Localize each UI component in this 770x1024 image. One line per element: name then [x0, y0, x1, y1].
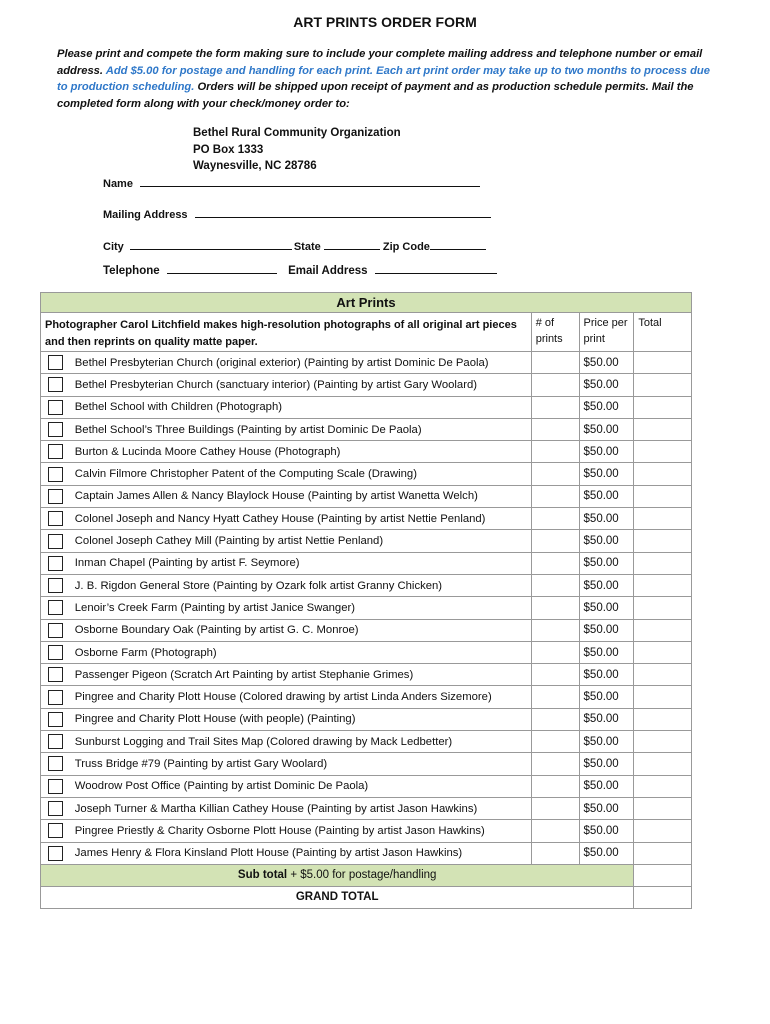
checkbox-cell — [41, 820, 71, 842]
item-name: Pingree Priestly & Charity Osborne Plott House (Painting by artist Jason Hawkins) — [71, 820, 531, 842]
item-price: $50.00 — [579, 463, 634, 485]
mailing-address-label: Mailing Address — [103, 209, 188, 221]
checkbox-cell — [41, 797, 71, 819]
checkbox-cell — [41, 842, 71, 864]
item-name: Bethel School with Children (Photograph) — [71, 396, 531, 418]
table-row — [41, 686, 692, 708]
item-quantity-cell[interactable] — [531, 374, 579, 396]
item-quantity-cell[interactable] — [531, 731, 579, 753]
item-quantity-cell[interactable] — [531, 574, 579, 596]
item-price: $50.00 — [579, 396, 634, 418]
item-checkbox[interactable] — [48, 400, 63, 415]
item-price: $50.00 — [579, 641, 634, 663]
checkbox-cell — [41, 708, 71, 730]
table-column-header-row — [41, 313, 692, 352]
item-total-cell[interactable] — [634, 619, 692, 641]
table-row — [41, 552, 692, 574]
item-name: Lenoir’s Creek Farm (Painting by artist Janice Swanger) — [71, 597, 531, 619]
item-name: Bethel Presbyterian Church (sanctuary interior) (Painting by artist Gary Woolard) — [71, 374, 531, 396]
item-checkbox[interactable] — [48, 377, 63, 392]
item-name: Calvin Filmore Christopher Patent of the Computing Scale (Drawing) — [71, 463, 531, 485]
item-checkbox[interactable] — [48, 846, 63, 861]
table-row — [41, 374, 692, 396]
subtotal-label — [41, 864, 634, 886]
item-checkbox[interactable] — [48, 467, 63, 482]
state-field[interactable] — [324, 239, 380, 250]
item-total-cell[interactable] — [634, 797, 692, 819]
table-row — [41, 708, 692, 730]
mailing-address-field[interactable] — [195, 207, 491, 218]
checkbox-cell — [41, 597, 71, 619]
address-line-2: PO Box 1333 — [193, 143, 264, 156]
item-total-cell[interactable] — [634, 820, 692, 842]
item-total-cell[interactable] — [634, 508, 692, 530]
item-name: James Henry & Flora Kinsland Plott House (Painting by artist Jason Hawkins) — [71, 842, 531, 864]
item-price: $50.00 — [579, 552, 634, 574]
item-total-cell[interactable] — [634, 641, 692, 663]
item-name: J. B. Rigdon General Store (Painting by Ozark folk artist Granny Chicken) — [71, 574, 531, 596]
item-price: $50.00 — [579, 619, 634, 641]
item-total-cell[interactable] — [634, 552, 692, 574]
table-row — [41, 619, 692, 641]
item-name: Truss Bridge #79 (Painting by artist Gary Woolard) — [71, 753, 531, 775]
checkbox-cell — [41, 574, 71, 596]
col-price-per-print: Price per print — [579, 313, 634, 352]
checkbox-cell — [41, 641, 71, 663]
subtotal-postage: + $5.00 for postage/handling — [290, 869, 437, 882]
checkbox-cell — [41, 664, 71, 686]
item-total-cell[interactable] — [634, 530, 692, 552]
item-name: Colonel Joseph and Nancy Hyatt Cathey House (Painting by artist Nettie Penland) — [71, 508, 531, 530]
item-price: $50.00 — [579, 731, 634, 753]
item-total-cell[interactable] — [634, 352, 692, 374]
item-checkbox[interactable] — [48, 623, 63, 638]
phone-email-row — [103, 263, 497, 277]
item-quantity-cell[interactable] — [531, 686, 579, 708]
item-checkbox[interactable] — [48, 667, 63, 682]
item-name: Burton & Lucinda Moore Cathey House (Photograph) — [71, 441, 531, 463]
item-price: $50.00 — [579, 842, 634, 864]
checkbox-cell — [41, 463, 71, 485]
item-price: $50.00 — [579, 530, 634, 552]
address-line-1: Bethel Rural Community Organization — [193, 127, 401, 139]
item-total-cell[interactable] — [634, 842, 692, 864]
item-name: Pingree and Charity Plott House (with people) (Painting) — [71, 708, 531, 730]
mailing-address-block — [193, 125, 401, 175]
item-total-cell[interactable] — [634, 418, 692, 440]
table-row — [41, 842, 692, 864]
item-total-cell[interactable] — [634, 441, 692, 463]
item-quantity-cell[interactable] — [531, 641, 579, 663]
checkbox-cell — [41, 396, 71, 418]
table-row — [41, 641, 692, 663]
checkbox-cell — [41, 619, 71, 641]
item-price: $50.00 — [579, 574, 634, 596]
item-checkbox[interactable] — [48, 534, 63, 549]
item-checkbox[interactable] — [48, 444, 63, 459]
item-total-cell[interactable] — [634, 753, 692, 775]
zip-field[interactable] — [430, 239, 486, 250]
item-name: Pingree and Charity Plott House (Colored drawing by artist Linda Anders Sizemore) — [71, 686, 531, 708]
item-total-cell[interactable] — [634, 374, 692, 396]
checkbox-cell — [41, 418, 71, 440]
subtotal-value-cell[interactable] — [634, 864, 692, 886]
item-total-cell[interactable] — [634, 597, 692, 619]
subtotal-bold: Sub total — [237, 869, 288, 882]
checkbox-cell — [41, 775, 71, 797]
table-row — [41, 530, 692, 552]
item-name: Woodrow Post Office (Painting by artist Dominic De Paola) — [71, 775, 531, 797]
form-title: ART PRINTS ORDER FORM — [293, 14, 477, 30]
table-row — [41, 820, 692, 842]
item-price: $50.00 — [579, 686, 634, 708]
item-price: $50.00 — [579, 664, 634, 686]
item-checkbox[interactable] — [48, 489, 63, 504]
item-name: Bethel School’s Three Buildings (Painting by artist Dominic De Paola) — [71, 418, 531, 440]
art-prints-table — [40, 292, 692, 909]
city-state-zip-row — [103, 239, 486, 253]
item-checkbox[interactable] — [48, 823, 63, 838]
item-checkbox[interactable] — [48, 422, 63, 437]
grand-total-row — [41, 886, 692, 908]
table-row — [41, 775, 692, 797]
item-price: $50.00 — [579, 797, 634, 819]
item-price: $50.00 — [579, 708, 634, 730]
name-field-row — [103, 176, 480, 190]
name-label: Name — [103, 178, 133, 190]
zip-label: Zip Code — [382, 241, 430, 253]
item-quantity-cell[interactable] — [531, 664, 579, 686]
grand-total-value-cell[interactable] — [634, 886, 692, 908]
item-name: Inman Chapel (Painting by artist F. Seymore) — [71, 552, 531, 574]
telephone-field[interactable] — [167, 263, 277, 274]
checkbox-cell — [41, 753, 71, 775]
instructions-postage: Add $5.00 for postage and handling for each print. — [105, 64, 374, 77]
item-checkbox[interactable] — [48, 756, 63, 771]
item-price: $50.00 — [579, 374, 634, 396]
item-quantity-cell[interactable] — [531, 463, 579, 485]
table-description: Photographer Carol Litchfield makes high-resolution photographs of all original art pieces and then reprints on quality matte paper. — [41, 313, 532, 352]
checkbox-cell — [41, 508, 71, 530]
item-quantity-cell[interactable] — [531, 508, 579, 530]
item-name: Joseph Turner & Martha Killian Cathey House (Painting by artist Jason Hawkins) — [71, 797, 531, 819]
email-label: Email Address — [288, 265, 368, 277]
item-quantity-cell[interactable] — [531, 753, 579, 775]
table-row — [41, 418, 692, 440]
item-price: $50.00 — [579, 352, 634, 374]
instructions-text-1: Please print and compete the form making sure to include your complete mailing address and telephone number or email address. — [57, 48, 703, 77]
table-row — [41, 352, 692, 374]
item-checkbox[interactable] — [48, 600, 63, 615]
table-item-rows — [41, 352, 692, 865]
item-checkbox[interactable] — [48, 801, 63, 816]
checkbox-cell — [41, 731, 71, 753]
item-name: Captain James Allen & Nancy Blaylock House (Painting by artist Wanetta Welch) — [71, 485, 531, 507]
item-checkbox[interactable] — [48, 712, 63, 727]
table-heading-row — [41, 293, 692, 313]
item-price: $50.00 — [579, 597, 634, 619]
item-quantity-cell[interactable] — [531, 418, 579, 440]
table-row — [41, 797, 692, 819]
state-label: State — [293, 241, 321, 253]
item-name: Colonel Joseph Cathey Mill (Painting by artist Nettie Penland) — [71, 530, 531, 552]
table-row — [41, 731, 692, 753]
table-row — [41, 463, 692, 485]
table-row — [41, 441, 692, 463]
grand-total-label: GRAND TOTAL — [41, 886, 634, 908]
item-price: $50.00 — [579, 441, 634, 463]
item-quantity-cell[interactable] — [531, 842, 579, 864]
item-total-cell[interactable] — [634, 396, 692, 418]
name-field[interactable] — [140, 176, 480, 187]
item-quantity-cell[interactable] — [531, 775, 579, 797]
item-quantity-cell[interactable] — [531, 530, 579, 552]
item-quantity-cell[interactable] — [531, 352, 579, 374]
item-quantity-cell[interactable] — [531, 597, 579, 619]
item-checkbox[interactable] — [48, 355, 63, 370]
item-checkbox[interactable] — [48, 511, 63, 526]
item-quantity-cell[interactable] — [531, 396, 579, 418]
checkbox-cell — [41, 374, 71, 396]
item-quantity-cell[interactable] — [531, 485, 579, 507]
subtotal-row — [41, 864, 692, 886]
checkbox-cell — [41, 485, 71, 507]
table-row — [41, 597, 692, 619]
item-total-cell[interactable] — [634, 574, 692, 596]
col-number-of-prints: # of prints — [531, 313, 579, 352]
item-checkbox[interactable] — [48, 578, 63, 593]
address-line-3: Waynesville, NC 28786 — [193, 160, 317, 172]
table-row — [41, 664, 692, 686]
item-total-cell[interactable] — [634, 686, 692, 708]
item-price: $50.00 — [579, 485, 634, 507]
item-checkbox[interactable] — [48, 734, 63, 749]
item-quantity-cell[interactable] — [531, 441, 579, 463]
item-total-cell[interactable] — [634, 731, 692, 753]
col-total: Total — [634, 313, 692, 352]
table-heading: Art Prints — [41, 293, 692, 313]
item-checkbox[interactable] — [48, 645, 63, 660]
item-price: $50.00 — [579, 775, 634, 797]
table-row — [41, 574, 692, 596]
instructions-text-2: Orders will be shipped upon receipt of payment and as production schedule permits. Mail the completed form along with your check/money order to: — [57, 81, 694, 110]
checkbox-cell — [41, 552, 71, 574]
item-name: Osborne Boundary Oak (Painting by artist G. C. Monroe) — [71, 619, 531, 641]
item-checkbox[interactable] — [48, 556, 63, 571]
checkbox-cell — [41, 441, 71, 463]
checkbox-cell — [41, 530, 71, 552]
item-price: $50.00 — [579, 820, 634, 842]
item-quantity-cell[interactable] — [531, 619, 579, 641]
item-total-cell[interactable] — [634, 775, 692, 797]
item-quantity-cell[interactable] — [531, 820, 579, 842]
item-total-cell[interactable] — [634, 664, 692, 686]
instructions-processing: Each art print order may take up to two months to process due to production scheduling. — [57, 64, 710, 93]
item-checkbox[interactable] — [48, 779, 63, 794]
item-total-cell[interactable] — [634, 463, 692, 485]
item-quantity-cell[interactable] — [531, 797, 579, 819]
item-checkbox[interactable] — [48, 690, 63, 705]
city-label: City — [103, 241, 124, 253]
item-quantity-cell[interactable] — [531, 708, 579, 730]
item-name: Sunburst Logging and Trail Sites Map (Colored drawing by Mack Ledbetter) — [71, 731, 531, 753]
checkbox-cell — [41, 352, 71, 374]
item-price: $50.00 — [579, 508, 634, 530]
table-row — [41, 485, 692, 507]
instructions — [57, 46, 717, 112]
item-name: Passenger Pigeon (Scratch Art Painting by artist Stephanie Grimes) — [71, 664, 531, 686]
item-name: Bethel Presbyterian Church (original exterior) (Painting by artist Dominic De Paola) — [71, 352, 531, 374]
mailing-field-row — [103, 207, 491, 221]
item-price: $50.00 — [579, 753, 634, 775]
item-price: $50.00 — [579, 418, 634, 440]
item-total-cell[interactable] — [634, 708, 692, 730]
telephone-label: Telephone — [103, 265, 160, 277]
table-row — [41, 753, 692, 775]
city-field[interactable] — [130, 239, 292, 250]
item-total-cell[interactable] — [634, 485, 692, 507]
table-row — [41, 508, 692, 530]
table-row — [41, 396, 692, 418]
email-field[interactable] — [375, 263, 497, 274]
item-quantity-cell[interactable] — [531, 552, 579, 574]
checkbox-cell — [41, 686, 71, 708]
item-name: Osborne Farm (Photograph) — [71, 641, 531, 663]
